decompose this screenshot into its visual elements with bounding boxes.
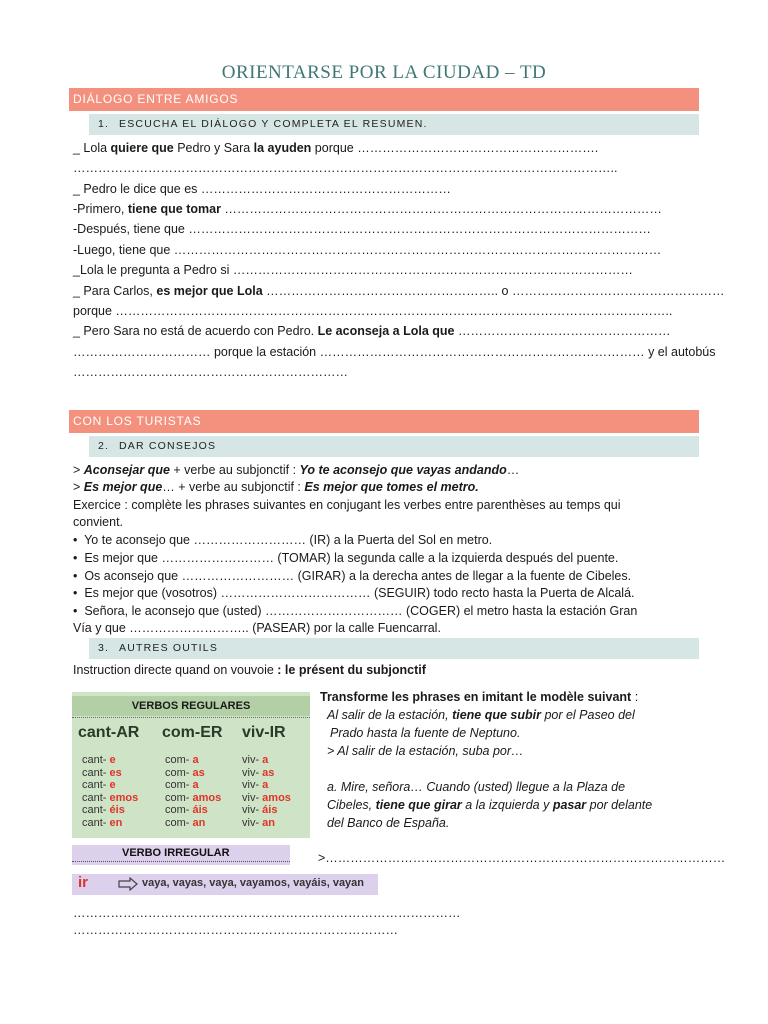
verb-stem: com- bbox=[165, 779, 193, 791]
text: Vía y que ……………………….. (PASEAR) por la calle Fuencarral. bbox=[73, 621, 441, 635]
conjugation-row bbox=[82, 754, 116, 766]
verb-ending: as bbox=[262, 766, 275, 779]
subsection-header-escucha bbox=[89, 114, 699, 135]
arrow-right-icon bbox=[118, 877, 138, 891]
subsection-header-outils bbox=[89, 638, 699, 659]
resumen-line-4 bbox=[73, 201, 662, 217]
section-header-label: DIÁLOGO ENTRE AMIGOS bbox=[73, 92, 239, 106]
bullet-icon: • bbox=[73, 569, 85, 583]
text: Señora, le aconsejo que (usted) …………………………… (COGER) el metro hasta la estación Gran bbox=[84, 604, 638, 618]
subsection-header-consejos bbox=[89, 436, 699, 457]
conjugation-row bbox=[82, 792, 138, 804]
verb-ending: éis bbox=[109, 804, 125, 816]
bullet-icon: • bbox=[73, 586, 85, 600]
conjugation-row bbox=[242, 817, 275, 829]
conjugation-row bbox=[165, 792, 221, 804]
divider bbox=[72, 717, 310, 718]
verb-table-regular bbox=[72, 692, 310, 838]
conjugation-row bbox=[165, 779, 199, 791]
bold-italic-text: Yo te aconsejo que vayas andando bbox=[299, 463, 507, 477]
conjugation-row bbox=[165, 767, 205, 779]
resumen-line-7: _Lola le pregunta a Pedro si …………………………………………………………………………………… bbox=[73, 263, 633, 277]
verb-ending: a bbox=[192, 779, 199, 791]
text: …………………………………………… bbox=[454, 324, 671, 338]
conjugation-row bbox=[165, 817, 205, 829]
resumen-line-10 bbox=[73, 323, 670, 339]
text: por delante bbox=[586, 798, 653, 812]
resumen-line-6: -Luego, tiene que ……………………………………………………………………………………………………… bbox=[73, 243, 662, 257]
verb-table-header: VERBOS REGULARES bbox=[72, 696, 310, 716]
bold-text: la ayuden bbox=[253, 141, 312, 155]
subsection-label: DAR CONSEJOS bbox=[119, 440, 217, 452]
verb-ending: a bbox=[262, 754, 269, 766]
exercise-item-5 bbox=[73, 603, 637, 619]
verb-ending: a bbox=[262, 779, 269, 791]
bold-italic-text: Aconsejar que bbox=[83, 463, 170, 477]
verb-stem: viv- bbox=[242, 766, 263, 779]
section-header-dialogo bbox=[69, 88, 699, 111]
model-line-2: Prado hasta la fuente de Neptuno. bbox=[330, 726, 521, 740]
conjugation-row bbox=[165, 754, 199, 766]
verb-stem: cant- bbox=[82, 779, 110, 791]
bold-text: tiene que tomar bbox=[127, 202, 221, 216]
resumen-line-5: -Después, tiene que ………………………………………………………………………………………………… bbox=[73, 222, 651, 236]
verb-stem: viv- bbox=[242, 779, 263, 791]
exercise-item-3 bbox=[73, 568, 631, 584]
verb-ir-forms bbox=[72, 874, 378, 895]
text: Es mejor que ……………………… (TOMAR) la segunda calle a la izquierda después del puente. bbox=[84, 551, 619, 565]
verb-ending: emos bbox=[109, 791, 139, 804]
exercise-item-2 bbox=[73, 550, 618, 566]
verb-stem: com- bbox=[165, 804, 193, 816]
subsection-number: 2. bbox=[98, 440, 110, 452]
conjugation-row bbox=[242, 792, 291, 804]
verb-ending: an bbox=[192, 816, 206, 829]
text: a la izquierda y bbox=[461, 798, 553, 812]
text: _ Pero Sara no está de acuerdo con Pedro. bbox=[73, 324, 318, 338]
text: ……………………………………………….. o …………………………………………… bbox=[262, 284, 725, 298]
blank-line-1: ………………………………………………………………………………… bbox=[73, 906, 461, 920]
verb-ending: es bbox=[109, 766, 122, 779]
model-answer: > Al salir de la estación, suba por… bbox=[327, 744, 524, 758]
resumen-line-12: ………………………………………………………… bbox=[73, 365, 348, 379]
verb-stem: viv- bbox=[242, 791, 263, 804]
exercise-item-4 bbox=[73, 585, 635, 601]
verb-stem: cant- bbox=[82, 816, 110, 829]
section-header-label: CON LOS TURISTAS bbox=[73, 414, 202, 428]
model-line-1 bbox=[327, 706, 635, 724]
text: Cibeles, bbox=[327, 798, 376, 812]
conjugation-row bbox=[82, 817, 122, 829]
conjugation-row bbox=[242, 779, 268, 791]
consejo-rule-2 bbox=[73, 479, 479, 495]
text: _ Para Carlos, bbox=[73, 284, 157, 298]
bold-text: es mejor que Lola bbox=[156, 284, 263, 298]
resumen-line-9: porque …………………………………………………………………………………………………………………….. bbox=[73, 304, 673, 318]
bold-italic-text: Es mejor que bbox=[83, 480, 163, 494]
section-header-turistas bbox=[69, 410, 699, 433]
text: Os aconsejo que ……………………… (GIRAR) a la derecha antes de llegar a la fuente de Cibeles. bbox=[84, 569, 632, 583]
verb-ending: a bbox=[192, 754, 199, 766]
text: : bbox=[631, 690, 639, 704]
answer-line: >…………………………………………………………………………………… bbox=[318, 851, 726, 865]
conjugation-row bbox=[82, 779, 116, 791]
verb-ending: as bbox=[192, 766, 205, 779]
verb-irregular-label-box bbox=[72, 845, 290, 865]
verb-ending: áis bbox=[262, 804, 278, 816]
verb-stem: cant- bbox=[82, 804, 110, 816]
text: … + verbe au subjonctif : bbox=[162, 480, 305, 494]
item-a-line-1: a. Mire, señora… Cuando (usted) llegue a la Plaza de bbox=[327, 780, 626, 794]
blank-line-2: …………………………………………………………………… bbox=[73, 923, 398, 937]
instruction-line bbox=[73, 662, 426, 678]
conjugation-row bbox=[165, 804, 208, 816]
divider bbox=[72, 861, 290, 862]
text: por el Paseo del bbox=[540, 708, 635, 722]
text: Pedro y Sara bbox=[173, 141, 254, 155]
text: porque …………………………………………………. bbox=[311, 141, 599, 155]
conjugation-row bbox=[242, 754, 268, 766]
col-ar: cant-AR bbox=[78, 724, 140, 741]
col-er: com-ER bbox=[162, 724, 223, 741]
col-ir: viv-IR bbox=[242, 724, 286, 741]
bold-text: : le présent du subjonctif bbox=[277, 663, 426, 677]
verb-stem: cant- bbox=[82, 754, 110, 766]
text: … bbox=[506, 463, 520, 477]
conjugation-row bbox=[242, 767, 274, 779]
bold-text: Transforme les phrases en imitant le modèle suivant bbox=[320, 690, 632, 704]
verb-ending: amos bbox=[192, 791, 222, 804]
text: Es mejor que (vosotros) ……………………………… (SEGUIR) todo recto hasta la Puerta de Alcalá. bbox=[84, 586, 635, 600]
text: Al salir de la estación, bbox=[327, 708, 453, 722]
transform-instruction bbox=[320, 688, 638, 706]
subsection-label: AUTRES OUTILS bbox=[119, 642, 219, 654]
consejo-rule-1 bbox=[73, 462, 519, 478]
resumen-line-3: _ Pedro le dice que es …………………………………………………… bbox=[73, 182, 451, 196]
verb-stem: viv- bbox=[242, 804, 263, 816]
bullet-icon: • bbox=[73, 604, 85, 618]
bullet-icon: • bbox=[73, 533, 85, 547]
resumen-line-1 bbox=[73, 140, 598, 156]
verb-ending: e bbox=[109, 779, 116, 791]
verb-stem: viv- bbox=[242, 816, 263, 829]
text: Yo te aconsejo que ……………………… (IR) a la Puerta del Sol en metro. bbox=[84, 533, 493, 547]
conjugation-row bbox=[82, 804, 125, 816]
exercise-instruction-cont: convient. bbox=[73, 515, 124, 529]
text: > bbox=[73, 463, 84, 477]
bullet-icon: • bbox=[73, 551, 85, 565]
text: Instruction directe quand on vouvoie bbox=[73, 663, 278, 677]
irregular-label: VERBO IRREGULAR bbox=[122, 847, 230, 859]
conjugation-row bbox=[82, 767, 122, 779]
resumen-line-8 bbox=[73, 283, 724, 299]
item-a-line-3: del Banco de España. bbox=[327, 816, 450, 830]
verb-ending: en bbox=[109, 816, 123, 829]
verb-stem: cant- bbox=[82, 766, 110, 779]
text: …………………………………………………………………………………………… bbox=[220, 202, 662, 216]
subsection-number: 3. bbox=[98, 642, 110, 654]
exercise-item-5-cont bbox=[73, 620, 441, 636]
verb-stem: com- bbox=[165, 754, 193, 766]
bold-italic-text: Es mejor que tomes el metro. bbox=[304, 480, 479, 494]
exercise-instruction: Exercice : complète les phrases suivantes en conjugant les verbes entre parenthèses au temps qui bbox=[73, 498, 621, 512]
bold-italic-text: pasar bbox=[552, 798, 587, 812]
verb-ending: e bbox=[109, 754, 116, 766]
verb-ending: amos bbox=[262, 791, 291, 804]
bold-text: Le aconseja a Lola que bbox=[317, 324, 455, 338]
verb-stem: com- bbox=[165, 791, 193, 804]
verb-ending: an bbox=[262, 816, 276, 829]
text: _ Lola bbox=[73, 141, 111, 155]
subsection-number: 1. bbox=[98, 118, 110, 130]
verb-ir: ir bbox=[78, 874, 89, 891]
resumen-line-11: …………………………… porque la estación …………………………………………………………………… y el autobús bbox=[73, 345, 716, 359]
item-a-line-2 bbox=[327, 796, 652, 814]
verb-ir-conjugation: vaya, vayas, vaya, vayamos, vayáis, vayan bbox=[142, 877, 365, 889]
verb-stem: viv- bbox=[242, 754, 263, 766]
resumen-line-2: ………………………………………………………………………………………………………………….. bbox=[73, 161, 618, 175]
conjugation-row bbox=[242, 804, 277, 816]
verb-stem: cant- bbox=[82, 791, 110, 804]
verb-stem: com- bbox=[165, 766, 193, 779]
subsection-label: ESCUCHA EL DIÁLOGO Y COMPLETA EL RESUMEN. bbox=[119, 118, 428, 130]
verb-stem: com- bbox=[165, 816, 193, 829]
page-title: ORIENTARSE POR LA CIUDAD – TD bbox=[221, 62, 547, 83]
exercise-item-1 bbox=[73, 532, 492, 548]
verb-ending: áis bbox=[192, 804, 208, 816]
text: -Primero, bbox=[73, 202, 128, 216]
bold-italic-text: tiene que subir bbox=[452, 708, 541, 722]
text: + verbe au subjonctif : bbox=[169, 463, 300, 477]
text: > bbox=[73, 480, 84, 494]
bold-italic-text: tiene que girar bbox=[375, 798, 462, 812]
bold-text: quiere que bbox=[110, 141, 174, 155]
